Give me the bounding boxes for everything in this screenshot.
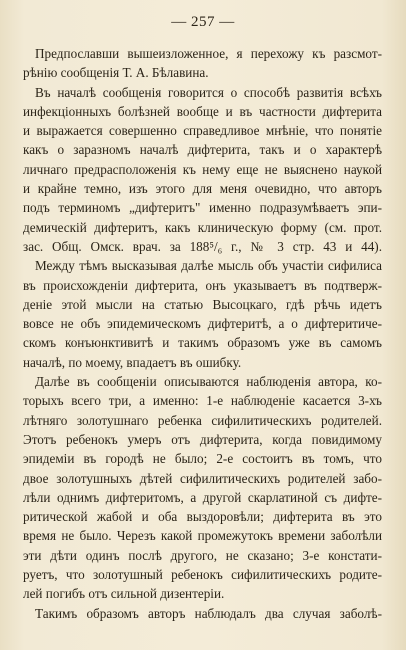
page-number: — 257 —: [171, 14, 235, 30]
text-line: и выражается совершенно справедливое мнѣніе, что понятіе: [23, 123, 382, 139]
text-line: въ происхожденіи дифтерита, онъ указываетъ въ подтверж-: [23, 277, 382, 293]
text-line: демическій дифтеритъ, какъ клиническую форму (см. прот.: [23, 219, 382, 235]
text-line: какъ о заразномъ началѣ дифтерита, такъ и о характерѣ: [23, 142, 382, 158]
text-line: Такимъ образомъ авторъ наблюдалъ два случая заболѣ-: [35, 605, 382, 621]
body-text: [23, 44, 382, 623]
text-line: скомъ конъюнктивитѣ и такимъ образомъ уже въ самомъ: [23, 335, 382, 351]
text-line: лѣтняго золотушнаго ребенка сифилитическихъ родителей.: [23, 412, 382, 428]
text-line: подъ терминомъ „дифтеритъ" именно подразумѣваетъ эпи-: [23, 200, 382, 216]
text-line: время не было. Черезъ какой промежутокъ времени заболѣли: [23, 528, 382, 544]
text-line: Этотъ ребенокъ умеръ отъ дифтерита, когда повидимому: [23, 431, 382, 447]
text-line: рѣнію сообщенія Т. А. Бѣлавина.: [23, 65, 209, 81]
text-line: ритической жабой и оба выздоровѣли; дифтерита въ это: [23, 509, 382, 525]
text-line: эти дѣти одинъ послѣ другого, не сказано; 3-е констати-: [23, 547, 382, 563]
text-line: и крайне темно, изъ этого для меня очевидно, что авторъ: [23, 181, 382, 197]
text-line: торыхъ всего три, а именно: 1-е наблюденіе касается 3-хъ: [23, 393, 382, 409]
text-line: руетъ, что золотушный ребенокъ сифилитическихъ родите-: [23, 567, 382, 583]
text-line: началѣ, по моему, впадаетъ въ ошибку.: [23, 354, 242, 370]
text-line: Далѣе въ сообщеніи описываются наблюденія автора, ко-: [35, 374, 382, 390]
text-line: лей погибъ отъ сильной дизентеріи.: [23, 586, 225, 602]
text-line: деніе этой мысли на статью Высоцкаго, гдѣ рѣчь идетъ: [23, 296, 382, 312]
text-line: Предпославши вышеизложенное, я перехожу къ разсмот-: [35, 46, 382, 61]
text-line: двое золотушныхъ дѣтей сифилитическихъ родителей забо-: [23, 470, 382, 486]
text-line: личнаго предрасположенія къ нему еще не выяснено наукой: [23, 161, 382, 177]
text-line: лѣли однимъ дифтеритомъ, а другой скарлатиной съ дифте-: [23, 489, 382, 505]
text-line: эпидеміи въ городѣ не было; 2-е состоитъ въ томъ, что: [23, 451, 382, 467]
text-line: инфекціонныхъ болѣзней вообще и въ частности дифтерита: [23, 103, 382, 119]
text-line: Между тѣмъ высказывая далѣе мысль объ участіи сифилиса: [35, 258, 382, 274]
text-line: вовсе не объ эпидемическомъ дифтеритѣ, а о дифтеритиче-: [23, 316, 382, 332]
text-line: зас. Общ. Омск. врач. за 188⁵/₆ г., № 3 стр. 43 и 44).: [23, 238, 382, 254]
text-line: Въ началѣ сообщенія говорится о способѣ развитія всѣхъ: [35, 84, 382, 100]
